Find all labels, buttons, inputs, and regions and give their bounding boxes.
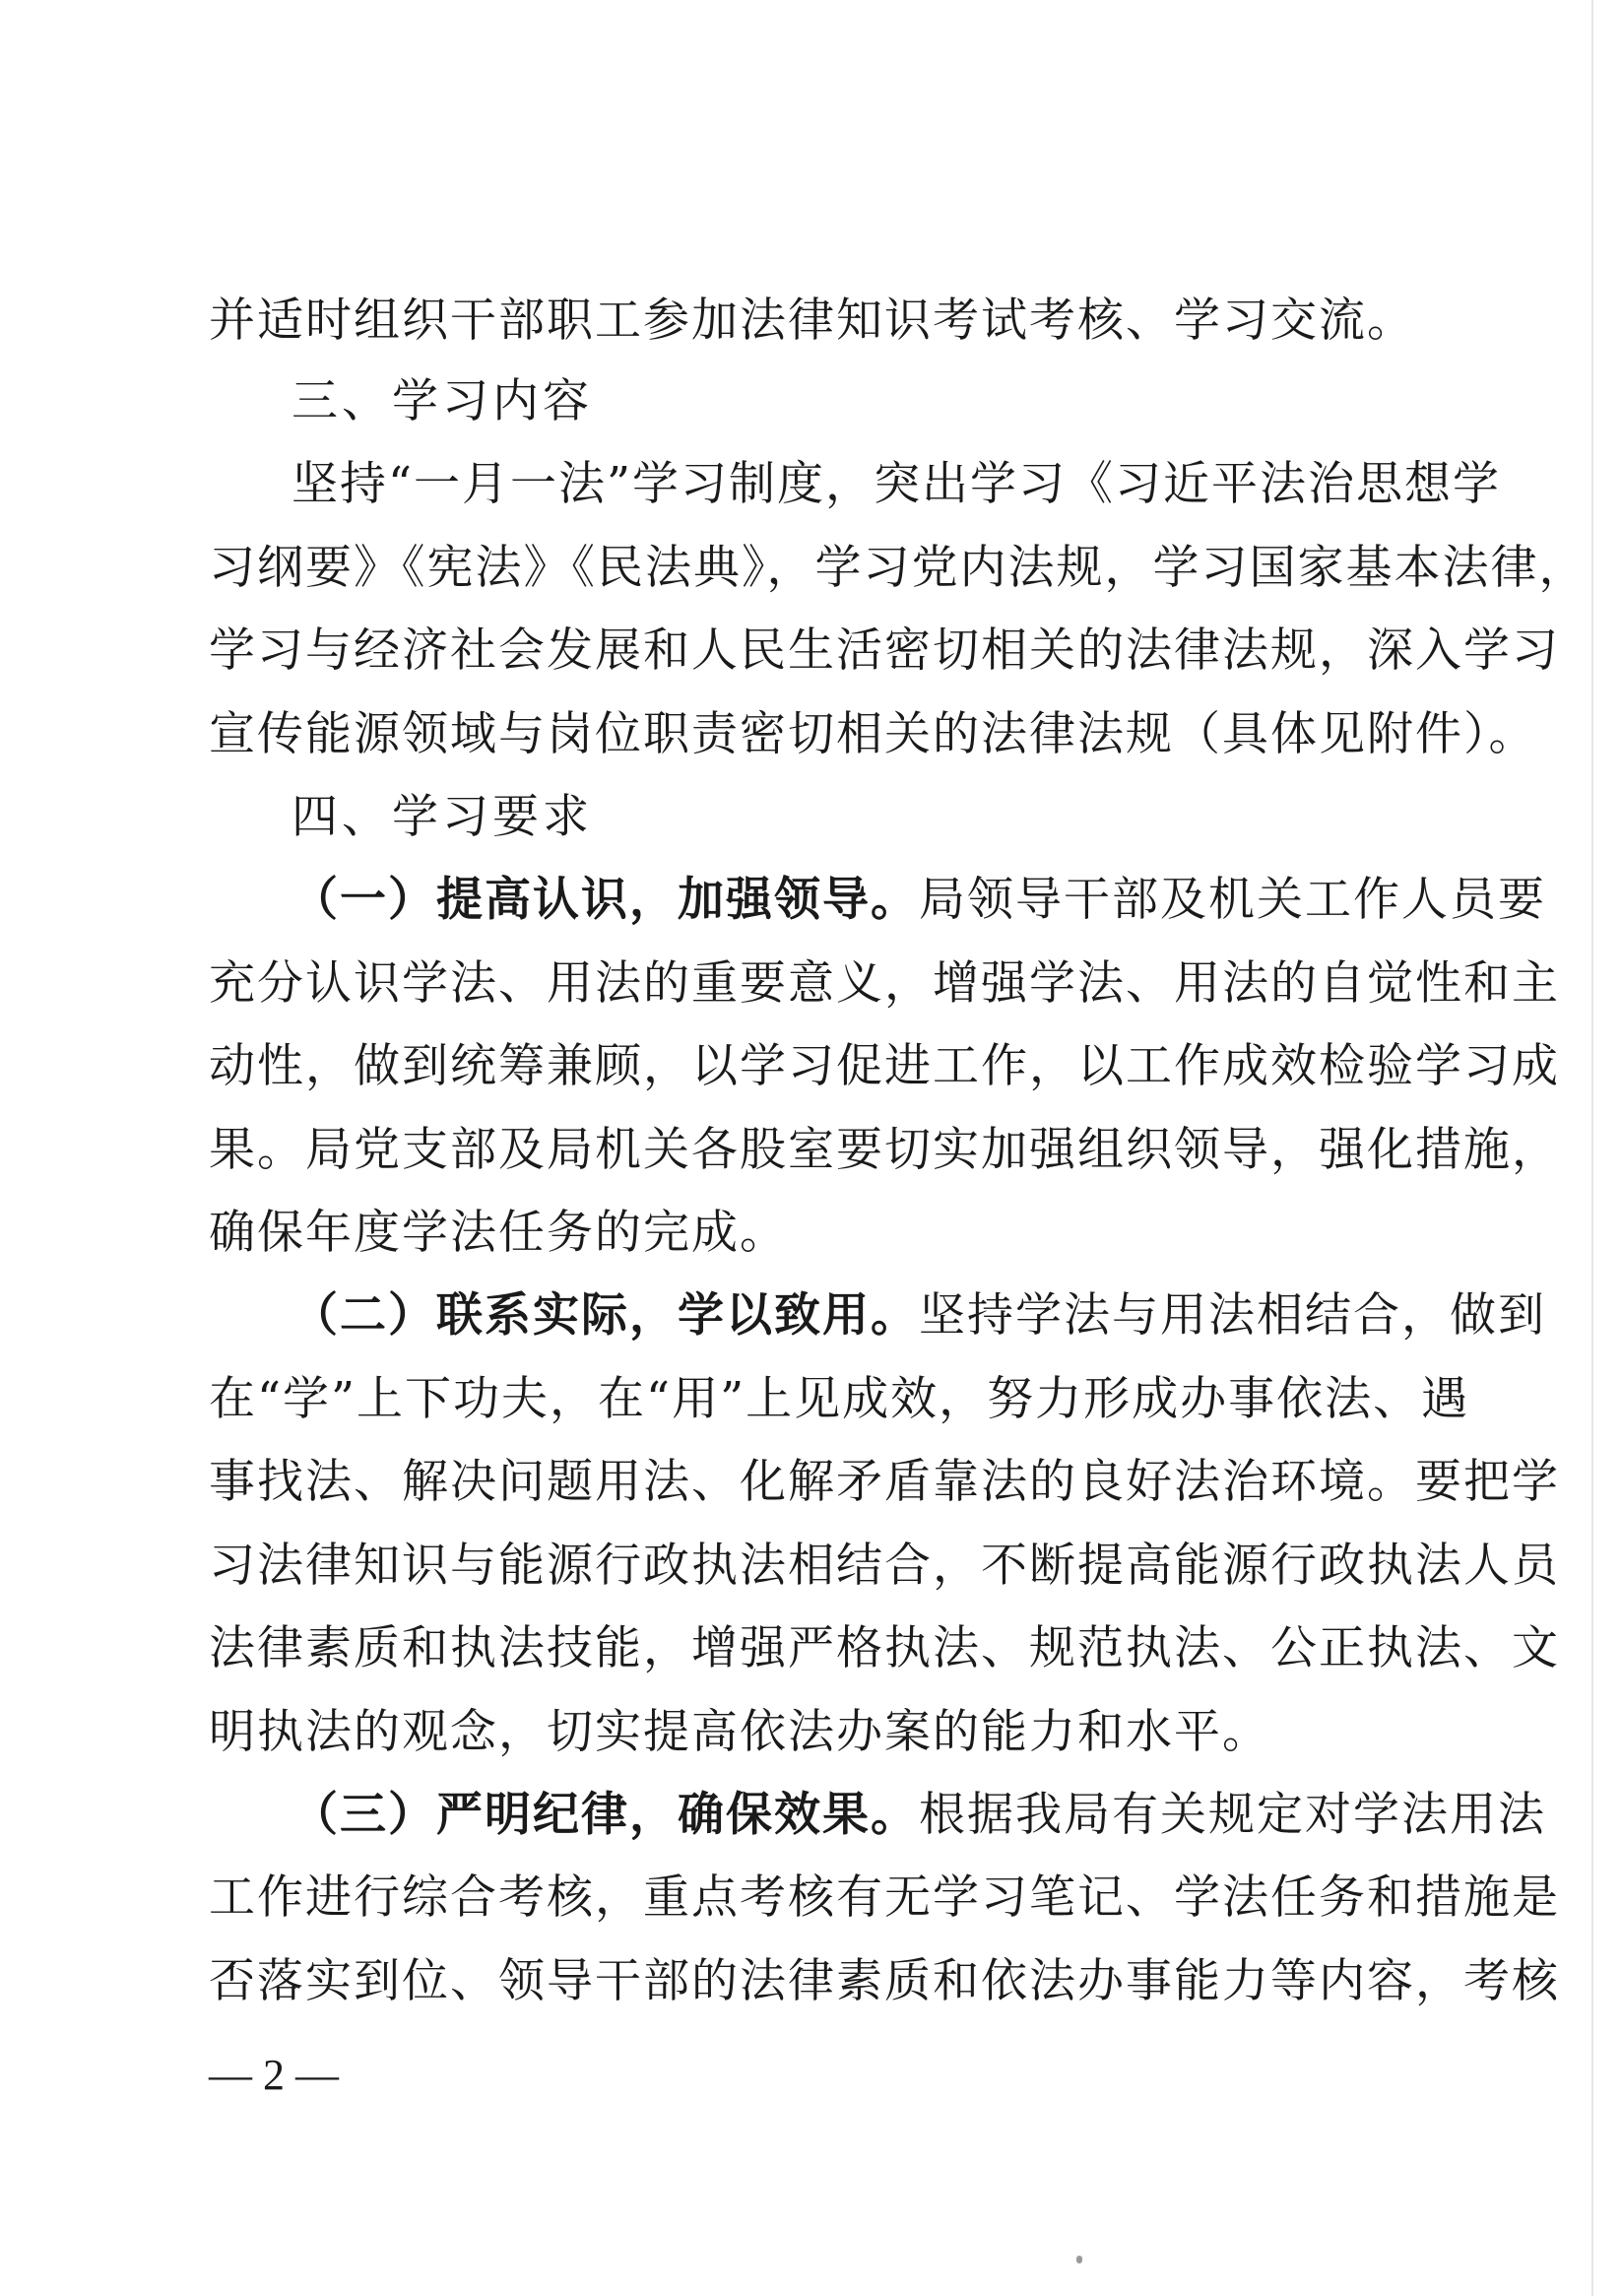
paragraph-line: 习法律知识与能源行政执法相结合，不断提高能源行政执法人员: [209, 1539, 1560, 1593]
paragraph-line: 习纲要》《宪法》《民法典》，学习党内法规，学习国家基本法律，: [209, 541, 1588, 595]
paragraph-line: 宣传能源领域与岗位职责密切相关的法律法规（具体见附件）。: [209, 707, 1537, 761]
paragraph-line: 事找法、解决问题用法、化解矛盾靠法的良好法治环境。要把学: [209, 1455, 1560, 1509]
paragraph-line: 法律素质和执法技能，增强严格执法、规范执法、公正执法、文: [209, 1621, 1560, 1675]
paragraph-line: 否落实到位、领导干部的法律素质和依法办事能力等内容，考核: [209, 1954, 1560, 2008]
paragraph-line: 确保年度学法任务的完成。: [209, 1206, 788, 1260]
paragraph-line: [292, 871, 1546, 930]
subheading-3: （三）严明纪律，确保效果。: [292, 1788, 919, 1842]
paragraph-line: 坚持“一月一法”学习制度，突出学习《习近平法治思想学: [292, 457, 1502, 511]
section-heading-3: 三、学习内容: [292, 374, 593, 428]
page-number: — 2 —: [209, 2051, 339, 2099]
paragraph-line: 并适时组织干部职工参加法律知识考试考核、学习交流。: [209, 294, 1415, 348]
paragraph-line: 明执法的观念，切实提高依法办案的能力和水平。: [209, 1705, 1270, 1759]
paragraph-line: 工作进行综合考核，重点考核有无学习笔记、学法任务和措施是: [209, 1870, 1560, 1925]
paragraph-line: 充分认识学法、用法的重要意义，增强学法、用法的自觉性和主: [209, 956, 1560, 1011]
section-heading-4: 四、学习要求: [292, 790, 593, 844]
paragraph-text: 局领导干部及机关工作人员要: [919, 873, 1546, 927]
paragraph-line: [292, 1786, 1546, 1845]
paragraph-line: 果。局党支部及局机关各股室要切实加强组织领导，强化措施，: [209, 1123, 1560, 1177]
paragraph-line: [292, 1286, 1546, 1345]
scan-edge: [1591, 0, 1593, 2296]
paragraph-text: 根据我局有关规定对学法用法: [919, 1788, 1546, 1842]
paragraph-text: 坚持学法与用法相结合，做到: [919, 1288, 1546, 1343]
paragraph-line: 学习与经济社会发展和人民生活密切相关的法律法规，深入学习: [209, 623, 1560, 678]
paragraph-line: 在“学”上下功夫，在“用”上见成效，努力形成办事依法、遇: [209, 1372, 1470, 1426]
subheading-2: （二）联系实际，学以致用。: [292, 1288, 919, 1343]
subheading-1: （一）提高认识，加强领导。: [292, 873, 919, 927]
paragraph-line: 动性，做到统筹兼顾，以学习促进工作，以工作成效检验学习成: [209, 1039, 1560, 1093]
scan-speck: [1076, 2256, 1082, 2263]
